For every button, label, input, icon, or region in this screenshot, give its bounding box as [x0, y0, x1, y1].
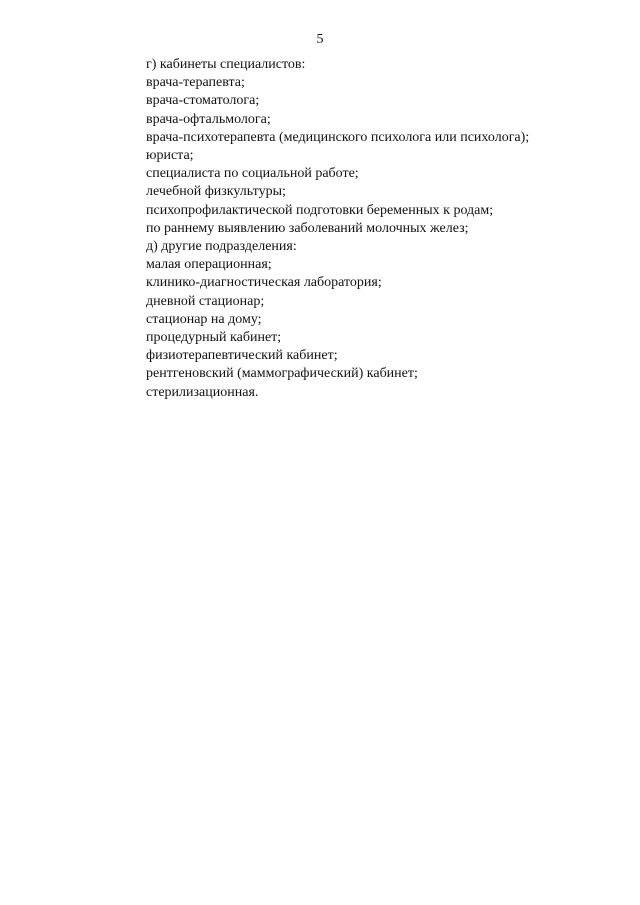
list-item: клинико-диагностическая лаборатория; — [146, 275, 382, 291]
page-number: 5 — [316, 32, 324, 47]
list-item: психопрофилактической подготовки беременных к родам; — [146, 202, 494, 218]
list-item: рентгеновский (маммографический) кабинет; — [146, 366, 418, 382]
list-item: по раннему выявлению заболеваний молочных желез; — [146, 220, 469, 236]
list-item: малая операционная; — [146, 257, 272, 273]
list-item: стационар на дому; — [146, 311, 262, 327]
list-item: врача-терапевта; — [146, 75, 245, 91]
section-heading-specialist-offices: г) кабинеты специалистов: — [146, 57, 306, 72]
list-item: специалиста по социальной работе; — [146, 166, 359, 182]
list-item: физиотерапевтический кабинет; — [146, 348, 338, 364]
list-item: дневной стационар; — [146, 293, 265, 309]
document-body — [146, 56, 626, 402]
list-item: юриста; — [146, 148, 194, 164]
list-item: врача-офтальмолога; — [146, 111, 271, 127]
list-item: врача-психотерапевта (медицинского психолога или психолога); — [146, 129, 530, 145]
list-item: врача-стоматолога; — [146, 93, 260, 109]
list-item: процедурный кабинет; — [146, 330, 282, 346]
list-item: лечебной физкультуры; — [146, 184, 286, 200]
section-heading-other-units: д) другие подразделения: — [146, 239, 297, 255]
list-item: стерилизационная. — [146, 384, 259, 400]
